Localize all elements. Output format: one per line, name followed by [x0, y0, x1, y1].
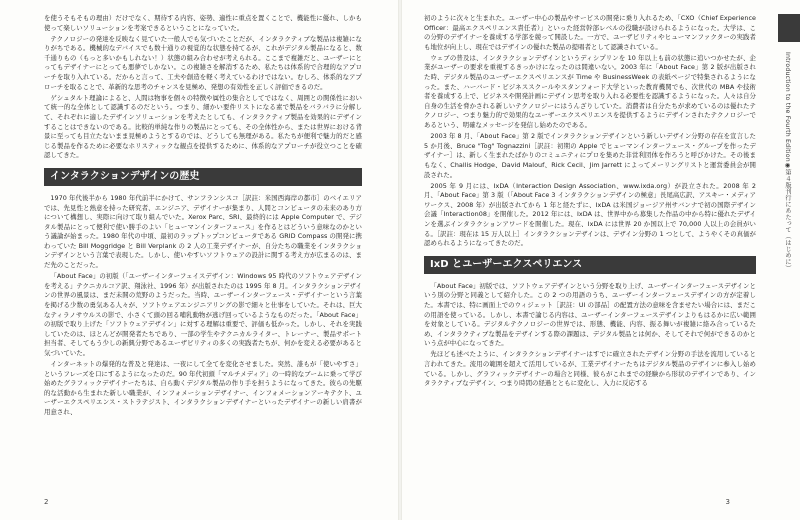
paragraph: 初のように次々と生まれた。ユーザー中心の製品やサービスの開発に乗り入れるため、「CXO（Chief Experience Officer：最高エクスペリエンス責任者）」といった経営幹部レベルの役職が設けられるようになった。大学は、この分野のデザイナーを養成する学部を競って開設した。一方で、ユーザビリティやヒューマンファクターの実践者も地位が向上し、現在ではデザインの優れた製品の提唱者として認識されている。	[424, 14, 756, 51]
paragraph: テクノロジーの発達を反映なく見ていた一般人でも気づいたことだが、インタラクティブな製品は複雑になりがちである。機械的なデバイスでも数十通りの視覚的な状態を持てるが、これがデジタル製品になると、数千通りもの（もっと多いかもしれない！）状態の組み合わせが考えられる。ここまで複雑だと、ユーザーにとってもデザイナーにとっても悪夢でしかない。この複雑さを解消するため、私たちは体系的で合理的なアプローチを取り入れている。だからと言って、工夫や創造を軽く考えているわけではない。むしろ、体系的なアプローチを取ることで、革新的な思考のチャンスを見極め、発想の有効性を正しく評価できるのだ。	[44, 34, 362, 91]
paragraph: ウェブの普及は、インタラクションデザインというディシプリンを 10 年以上も前の状態に追いつかせたが、企業がユーザーの要求を重視するきっかけになったのは間違いない。2003 年に「About Face」第 2 版が出版された時、デジタル製品のユーザーエクスペリエンスが Time や BusinessWeek の表紙ページで特集されるようになった。また、ハーバード・ビジネススクールやスタンフォード大学といった教育機関でも、次世代の MBA や技術者を養成する上で、ビジネスや開発計画にデザイン思考を取り入れる必要性を認識するようになった。人々は自分自身の生活を脅かされる新しいテクノロジーにはうんざりしていた。消費者は自分たちが求めているのは優れたテクノロジー、つまり魅力的で効果的なユーザーエクスペリエンスを提供するようにデザインされたテクノロジーであるという、明確なメッセージを発信し始めたのである。	[424, 53, 756, 130]
right-page-text-column	[424, 14, 756, 390]
left-page-text-column	[44, 14, 362, 419]
left-page	[0, 0, 398, 520]
section-heading-history: インタラクションデザインの歴史	[44, 168, 362, 186]
paragraph: を使うそもそもの理由）だけでなく、期待する内容、姿勢、適性に重点を置くことで、機能性に優れ、しかも使って楽しいソリューションを考案できるということになっていた。	[44, 14, 362, 32]
paragraph: インターネットの爆発的な普及と発達は、一夜にして全てを変化させました。突然、誰もが「使いやすさ」というフレーズを口にするようになったのだ。90 年代初頭「マルチメディア」の一時的なブームに乗って学び始めたグラフィックデザイナーたちは、自ら動くデジタル製品の作り手を担うようになってきた。彼らの先駆的な活動から生まれた新しい職業が、インフォメーションデザイナー、インフォメーションアーキテクト、ユーザーエクスペリエンス・ストラテジスト、インタラクションデザイナーといったデザイナーの新しい肩書が用意され、	[44, 360, 362, 416]
chapter-side-tab	[770, 0, 800, 520]
chapter-tab-marker	[778, 14, 800, 42]
right-page	[402, 0, 800, 520]
paragraph: 「About Face」の初版（「ユーザーインターフェイスデザイン：Windows 95 時代のソフトウェアデザインを考える」テクニカルコア訳、翔泳社、1996 年）が出版されたのは 1995 年 8 月。インタラクションデザインの世界の風景は、まだ未開の荒野のようだった。当時、ユーザーインターフェース・デザイナーという言葉を掲げる少数の勇気ある人々が、ソフトウェアエンジニアリングの影で細々と仕事をしていた。それは、巨大なティラノサウルスの影で、小さくて頭の回る哺乳動物が逃げ回っているようなものだった。「About Face」の初版で取り上げた「ソフトウェアデザイン」に対する理解は重要で、評価も低かった。しかし、それを実践していたのは、ほとんどが開発者たちであり、一部の学生やテクニカルライター、トレーナー、製品サポート担当者、そしてもう少しの新興分野であるユーザビリティの多くの実践者たちが、何かを変える必要があると気づいていた。	[44, 272, 362, 357]
page-number-right: 3	[725, 498, 730, 506]
paragraph: 2005 年 9 月には、IxDA（Interaction Design Association、www.ixda.org）が設立された。2008 年 2 月、「About Face」第 3 版（「About Face 3 インタラクションデザインの極意」長尾高広訳、アスキー・メディアワークス、2008 年）が出版されてから 1 年と経たずに、IxDA は米国ジョージア州サバンナで初の国際デザイン会議「Interaction08」を開催した。2012 年には、IxDA は、世界中から募集した作品の中から特に優れたデザインを選ぶインタラクションアワードを開催した。現在、IxDA には世界 20 か国以上で 70,000 人以上の会員がいる。［訳註：現在は 15 万人以上］インタラクションデザインは、デザイン分野の 1 つとして、ようやくその真価が認められるようになってきたのだ。	[424, 181, 756, 248]
paragraph: 先ほども述べたように、インタラクションデザイナーはすでに確立されたデザイン分野の手法を流用していると言われてきた。流用の範囲を超えて活用しているが、工業デザイナーたちはデジタル製品のデザインに参入し始めている。しかし、グラフィックデザイナーの場合と同様、彼らがこれまでの経験から形状のデザインであり、インタラクティブなデザイン、つまり時間の経過とともに変化し、入力に反応する	[424, 350, 756, 388]
page-number-left: 2	[44, 498, 49, 506]
chapter-tab-label: Introduction to the Fourth Edition◉第４版刊行にあたって（はじめに）	[784, 52, 791, 272]
section-heading-ixd-ux: IxD とユーザーエクスペリエンス	[424, 256, 756, 274]
paragraph: 2003 年 8 月、「About Face」第 2 版でインタラクションデザインという新しいデザイン分野の存在を宣言した 5 か月後、Bruce "Tog" Tognazzini［訳註：初期の Apple でヒューマンインターフェース・グループを作ったデザイナー］は、新しく生まれたばかりのコミュニティにプロを集めた非営利団体を作ろうと呼びかけた。その後まもなく、Challis Hodge、David Malouf、Rick Cecil、Jim Jarrett によってメーリングリストと運営委員会が開設された。	[424, 132, 756, 179]
paragraph: 「About Face」初版では、ソフトウェアデザインという分野を取り上げ、ユーザーインターフェースデザインという別の分野と同義として紹介した。この 2 つの用語のうち、ユーザーインターフェースデザインの方が定着した。本書では、特に画面上でのウィジェット［訳註：UI の部品］の配置方法の意味を含ませたい場合には、まだこの用語を使っている。しかし、本書で論じる内容は、ユーザーインターフェースデザインよりもはるかに広い範囲を対象としている。デジタルテクノロジーの世界では、形態、機能、内容、振る舞いが複雑に絡み合っているため、インタラクティブな製品をデザインする際の課題は、デジタル製品とは何か、そしてそれで何ができるのかという点が中心になってきた。	[424, 281, 756, 348]
paragraph: 1970 年代後半から 1980 年代前半にかけて、サンフランシスコ［訳註：米国西海岸の都市］のベイエリアでは、先見性と熱意を持った研究者、エンジニア、デザイナーが集まり、人間とコンピュータの未来のあり方について構想し、実際に向けて取り組んでいた。Xerox Parc、SRI、最終的には Apple Computer で、デジタル製品にとって便利で使い勝手のよい「ヒューマンインターフェース」を作るとはどういう意味なのかという議論が始まった。1980 年代の中頃、最初のラップトップコンピュータである GRID Compass の開発に携わっていた Bill Moggridge と Bill Verplank の 2 人の工業デザイナーが、自分たちの職業をインタラクションデザインという言葉で表現した。しかし、使いやすいソフトウェアの設計に関する考え方が広まるのは、まだ先のことだった。	[44, 193, 362, 270]
paragraph: ゲシュタルト理論によると、人間は物事を個々の特徴や属性の集合としてではなく、周囲との関係性において統一的な全体として認識するのだという。つまり、細かい要件リストになる素で製品をバラバラに分解して、それぞれに適したデザインソリューションを考えたとしても、インタラクティブ製品を効果的にデザインすることはできないのである。比較的単純な作りの製品にとっても、その全体性から、または世界における背景に至っても目立たないまま見極めようとするのでは、どうしても無理がある。私たちが便利で魅力的だと感じる製品を作るために必要なホリスティックな観点を提供するために、体系的なアプローチが役立つことを確認してきた。	[44, 93, 362, 160]
